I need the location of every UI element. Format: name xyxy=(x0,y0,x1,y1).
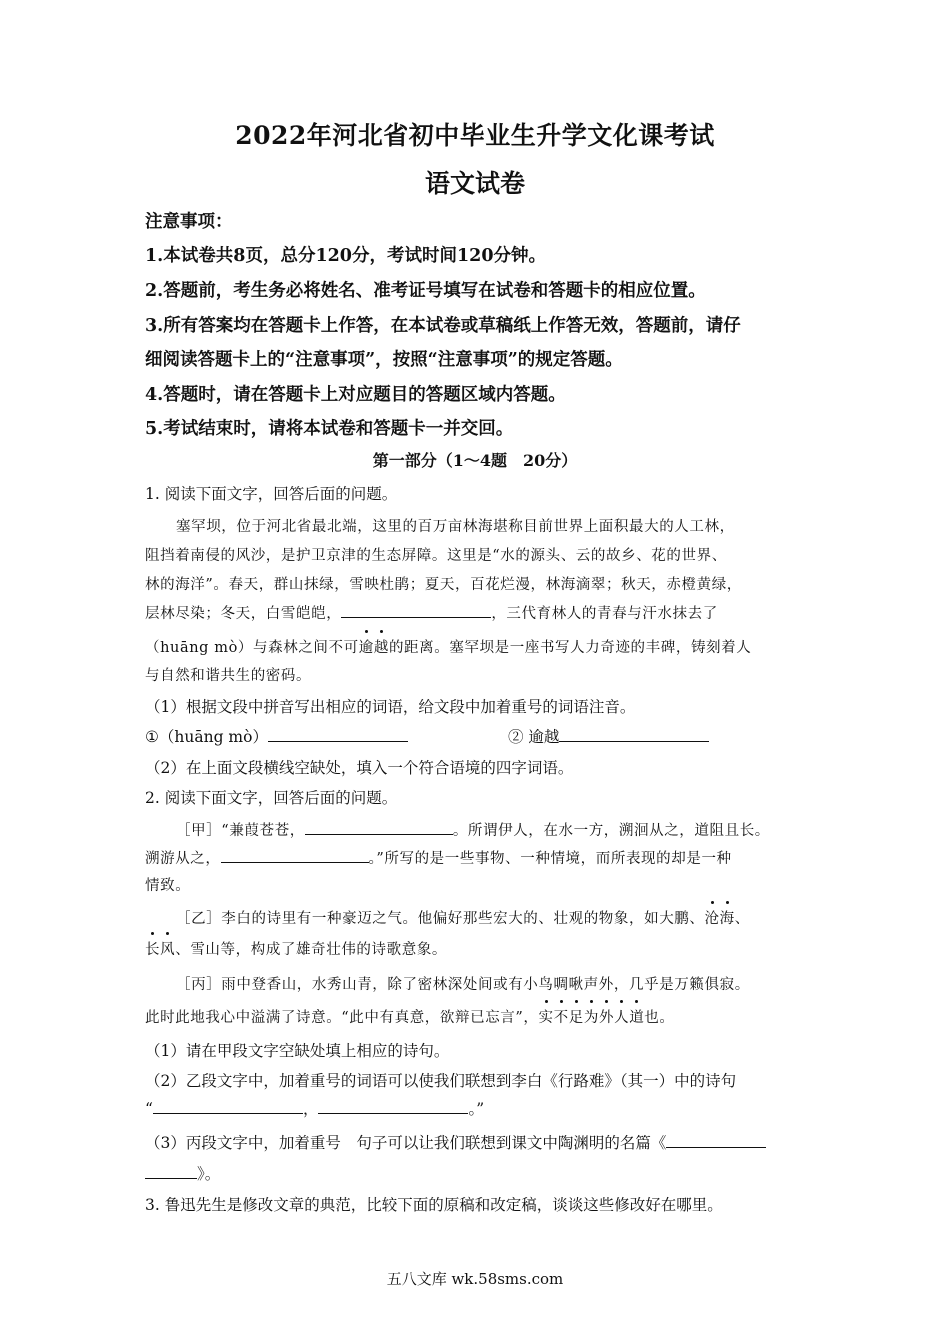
q1-blanks xyxy=(508,725,709,747)
emphasis-char: 为 xyxy=(584,1006,599,1027)
q2-sub1: （1）请在甲段文字空缺处填上相应的诗句。 xyxy=(145,1042,450,1060)
q2-passage-line xyxy=(145,938,447,959)
question-text: （3）丙段文字中，加着重号 句子可以让我们联想到课文中陶渊明的名篇《 xyxy=(145,1134,667,1152)
passage-text: ［乙］李白的诗里有一种豪迈之气。他偏好那些宏大的、壮观的物象，如大鹏、 xyxy=(176,911,705,927)
passage-text: ，三代育林人的青春与汗水抹去了 xyxy=(491,606,718,622)
emphasis-char: 外 xyxy=(599,1006,614,1027)
q2-passage-line xyxy=(176,818,770,840)
notice-item-1: 1.本试卷共8页，总分120分，考试时间120分钟。 xyxy=(145,246,547,266)
exam-title: 2022年河北省初中毕业生升学文化课考试 xyxy=(235,121,715,150)
emphasis-char: 道 xyxy=(629,1006,644,1027)
notice-heading: 注意事项： xyxy=(145,212,233,232)
emphasis-char: 人 xyxy=(614,1006,629,1027)
answer-blank xyxy=(221,846,369,863)
q2-passage-line xyxy=(145,846,732,868)
passage-text: 层林尽染；冬天，白雪皑皑， xyxy=(145,606,342,622)
q1-passage-line: 阻挡着南侵的风沙，是护卫京津的生态屏障。这里是“水的源头、云的故乡、花的世界、 xyxy=(145,548,727,564)
answer-blank xyxy=(341,601,491,618)
passage-text: 、雪山等，构成了雄奇壮伟的诗歌意象。 xyxy=(175,942,448,958)
emphasis-char: 不 xyxy=(554,1006,569,1027)
emphasis-word xyxy=(145,942,175,958)
notice-item-3-cont: 细阅读答题卡上的“注意事项”，按照“注意事项”的规定答题。 xyxy=(145,350,623,370)
q1-sub2: （2）在上面文段横线空缺处，填入一个符合语境的四字词语。 xyxy=(145,759,574,777)
q2-stem: 2. 阅读下面文字，回答后面的问题。 xyxy=(145,789,398,807)
q1-passage-line: 塞罕坝，位于河北省最北端，这里的百万亩林海堪称目前世界上面积最大的人工林， xyxy=(176,519,735,535)
q2-passage-line: 情致。 xyxy=(145,878,191,894)
q1-blanks xyxy=(145,725,408,747)
answer-blank xyxy=(305,818,453,835)
answer-blank xyxy=(318,1097,468,1114)
q2-sub3 xyxy=(145,1131,766,1153)
q2-passage-line: ［丙］雨中登香山，水秀山青，除了密林深处间或有小鸟啁啾声外，几乎是万籁俱寂。 xyxy=(176,977,750,993)
quote-mark: 。” xyxy=(468,1100,485,1118)
passage-text: 、 xyxy=(734,911,750,927)
emphasis-char: 长 xyxy=(145,938,160,959)
q1-passage-line: 与自然和谐共生的密码。 xyxy=(145,668,312,684)
q2-sub2-blanks xyxy=(145,1097,484,1119)
emphasis-char: 沧 xyxy=(705,907,720,928)
emphasis-char: 海 xyxy=(720,907,735,928)
blank-label: ② 逾越 xyxy=(508,728,560,746)
q2-sub2: （2）乙段文字中，加着重号的词语可以使我们联想到李白《行路难》（其一）中的诗句 xyxy=(145,1072,737,1090)
q1-stem: 1. 阅读下面文字，回答后面的问题。 xyxy=(145,485,398,503)
emphasis-char: 逾 xyxy=(359,636,374,657)
answer-blank xyxy=(559,725,709,742)
passage-text: （huāng mò）与森林之间不可 xyxy=(145,640,359,656)
emphasis-char: 越 xyxy=(374,636,389,657)
passage-text: 的距离。塞罕坝是一座书写人力奇迹的丰碑，铸刻着人 xyxy=(388,640,752,656)
page-footer: 五八文库 wk.58sms.com xyxy=(386,1270,564,1288)
q3-stem: 3. 鲁迅先生是修改文章的典范，比较下面的原稿和改定稿，谈谈这些修改好在哪里。 xyxy=(145,1196,723,1214)
q1-sub1: （1）根据文段中拼音写出相应的词语，给文段中加着重号的词语注音。 xyxy=(145,698,636,716)
passage-text: 也。 xyxy=(644,1010,675,1026)
blank-label: ①（huāng mò） xyxy=(145,728,268,746)
q2-passage-line xyxy=(145,1006,675,1027)
q1-passage-line xyxy=(145,636,751,657)
passage-text: ［甲］“兼葭苍苍， xyxy=(176,823,305,839)
comma: ， xyxy=(302,1100,319,1118)
passage-text: 。”所写的是一些事物、一种情境，而所表现的却是一种 xyxy=(368,851,732,867)
notice-item-5: 5.考试结束时，请将本试卷和答题卡一并交回。 xyxy=(145,419,514,439)
answer-blank xyxy=(268,725,408,742)
answer-blank xyxy=(666,1131,766,1148)
exam-subtitle: 语文试卷 xyxy=(424,169,525,198)
q1-passage-line xyxy=(145,601,718,623)
q1-passage-line: 林的海洋”。春天，群山抹绿，雪映杜鹃；夏天，百花烂漫，林海滴翠；秋天，赤橙黄绿， xyxy=(145,577,742,593)
emphasis-char: 风 xyxy=(160,938,175,959)
q2-sub3-cont xyxy=(145,1162,220,1184)
notice-item-4: 4.答题时，请在答题卡上对应题目的答题区域内答题。 xyxy=(145,385,566,405)
notice-item-2: 2.答题前，考生务必将姓名、准考证号填写在试卷和答题卡的相应位置。 xyxy=(145,281,706,301)
passage-text: 此时此地我心中溢满了诗意。“此中有真意，欲辩已忘言”， xyxy=(145,1010,539,1026)
answer-blank xyxy=(153,1097,303,1114)
passage-text: 。所谓伊人，在水一方，溯洄从之，道阻且长。 xyxy=(452,823,770,839)
answer-blank xyxy=(145,1162,197,1179)
passage-text: 溯游从之， xyxy=(145,851,221,867)
emphasis-char: 实 xyxy=(539,1006,554,1027)
question-text: 》。 xyxy=(197,1165,221,1183)
emphasis-char: 足 xyxy=(569,1006,584,1027)
q2-passage-line xyxy=(176,907,750,928)
notice-item-3: 3.所有答案均在答题卡上作答，在本试卷或草稿纸上作答无效，答题前，请仔 xyxy=(145,316,741,336)
quote-mark: “ xyxy=(145,1100,153,1118)
part-title: 第一部分（1～4题 20分） xyxy=(372,451,578,470)
emphasis-word xyxy=(705,911,735,927)
emphasis-word xyxy=(539,1010,645,1026)
